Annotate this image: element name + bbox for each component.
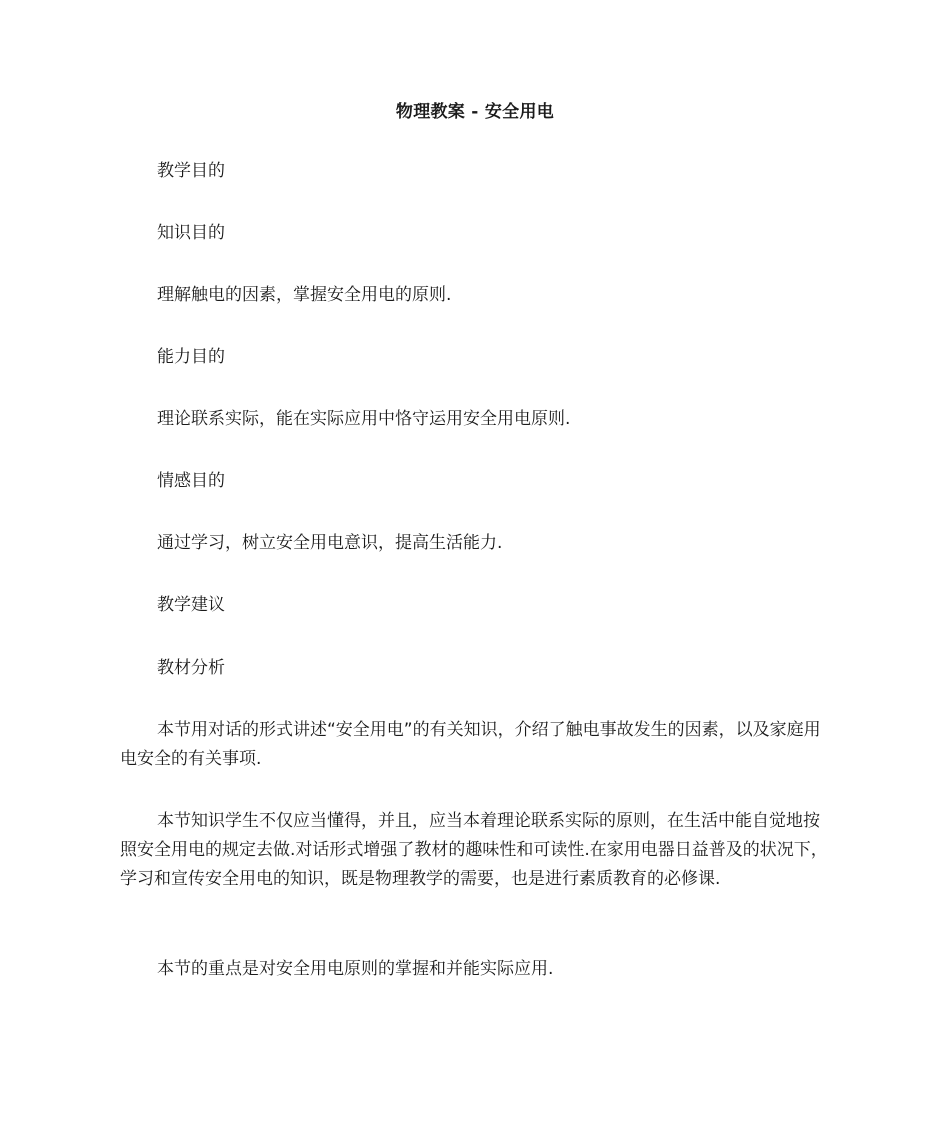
heading-teaching-purpose: 教学目的: [157, 161, 225, 181]
heading-knowledge-purpose: 知识目的: [157, 223, 225, 243]
paragraph-knowledge-goal: 理解触电的因素，掌握安全用电的原则.: [157, 285, 452, 305]
paragraph-material-intro: 本节用对话的形式讲述“安全用电”的有关知识，介绍了触电事故发生的因素，以及家庭用电安全的有关事项.: [120, 720, 821, 769]
heading-teaching-suggestion: 教学建议: [157, 595, 225, 615]
document-title: 物理教案 - 安全用电: [395, 102, 555, 122]
heading-emotion-purpose: 情感目的: [157, 471, 225, 491]
paragraph-emotion-goal: 通过学习，树立安全用电意识，提高生活能力.: [157, 533, 503, 553]
heading-material-analysis: 教材分析: [157, 658, 225, 678]
paragraph-material-detail: 本节知识学生不仅应当懂得，并且，应当本着理论联系实际的原则，在生活中能自觉地按照安全用电的规定去做.对话形式增强了教材的趣味性和可读性.在家用电器日益普及的状况下，学习和宣传安全用电的知识，既是物理教学的需要，也是进行素质教育的必修课.: [120, 811, 828, 889]
heading-ability-purpose: 能力目的: [157, 347, 225, 367]
paragraph-key-point: 本节的重点是对安全用电原则的掌握和并能实际应用.: [157, 959, 554, 979]
paragraph-ability-goal: 理论联系实际，能在实际应用中恪守运用安全用电原则.: [157, 409, 571, 429]
